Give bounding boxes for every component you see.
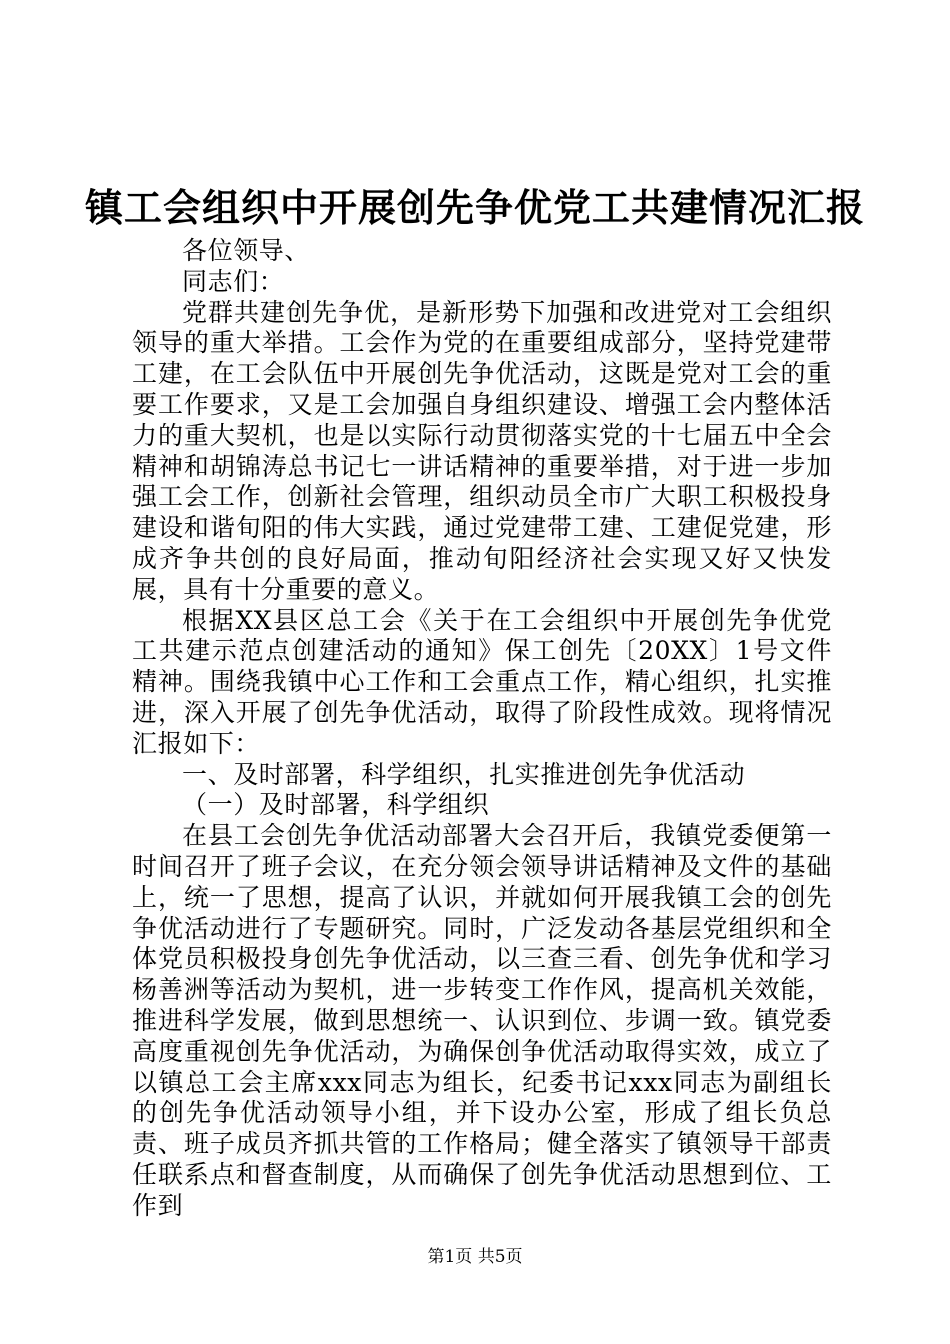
subsection-heading-1-1: （一）及时部署，科学组织 bbox=[182, 790, 490, 820]
paragraph-basis: 根据XX县区总工会《关于在工会组织中开展创先争优党工共建示范点创建活动的通知》保工创先〔20XX〕1号文件精神。围绕我镇中心工作和工会重点工作，精心组织，扎实推进，深入开展了创先争优活动，取得了阶段性成效。现将情况汇报如下： bbox=[132, 605, 832, 758]
page-number-footer: 第1页 共5页 bbox=[427, 1247, 523, 1267]
paragraph-deployment: 在县工会创先争优活动部署大会召开后，我镇党委便第一时间召开了班子会议，在充分领会领导讲话精神及文件的基础上，统一了思想，提高了认识，并就如何开展我镇工会的创先争优活动进行了专题研究。同时，广泛发动各基层党组织和全体党员积极投身创先争优活动，以三查三看、创先争优和学习杨善洲等活动为契机，进一步转变工作作风，提高机关效能，推进科学发展，做到思想统一、认识到位、步调一致。镇党委高度重视创先争优活动，为确保创争优活动取得实效，成立了以镇总工会主席xxx同志为组长，纪委书记xxx同志为副组长的创先争优活动领导小组，并下设办公室，形成了组长负总责、班子成员齐抓共管的工作格局；健全落实了镇领导干部责任联系点和督查制度，从而确保了创先争优活动思想到位、工作到 bbox=[132, 821, 832, 1220]
greeting-comrades: 同志们： bbox=[182, 266, 285, 296]
paragraph-intro: 党群共建创先争优，是新形势下加强和改进党对工会组织领导的重大举措。工会作为党的在重要组成部分，坚持党建带工建，在工会队伍中开展创先争优活动，这既是党对工会的重要工作要求，又是工会加强自身组织建设、增强工会内整体活力的重大契机，也是以实际行动贯彻落实党的十七届五中全会精神和胡锦涛总书记七一讲话精神的重要举措，对于进一步加强工会工作，创新社会管理，组织动员全市广大职工积极投身建设和谐旬阳的伟大实践，通过党建带工建、工建促党建，形成齐争共创的良好局面，推动旬阳经济社会实现又好又快发展，具有十分重要的意义。 bbox=[132, 297, 832, 604]
greeting-leaders: 各位领导、 bbox=[182, 236, 311, 265]
document-title: 镇工会组织中开展创先争优党工共建情况汇报 bbox=[84, 185, 865, 230]
document-body bbox=[132, 236, 832, 1222]
section-heading-1: 一、及时部署，科学组织，扎实推进创先争优活动 bbox=[182, 759, 746, 789]
